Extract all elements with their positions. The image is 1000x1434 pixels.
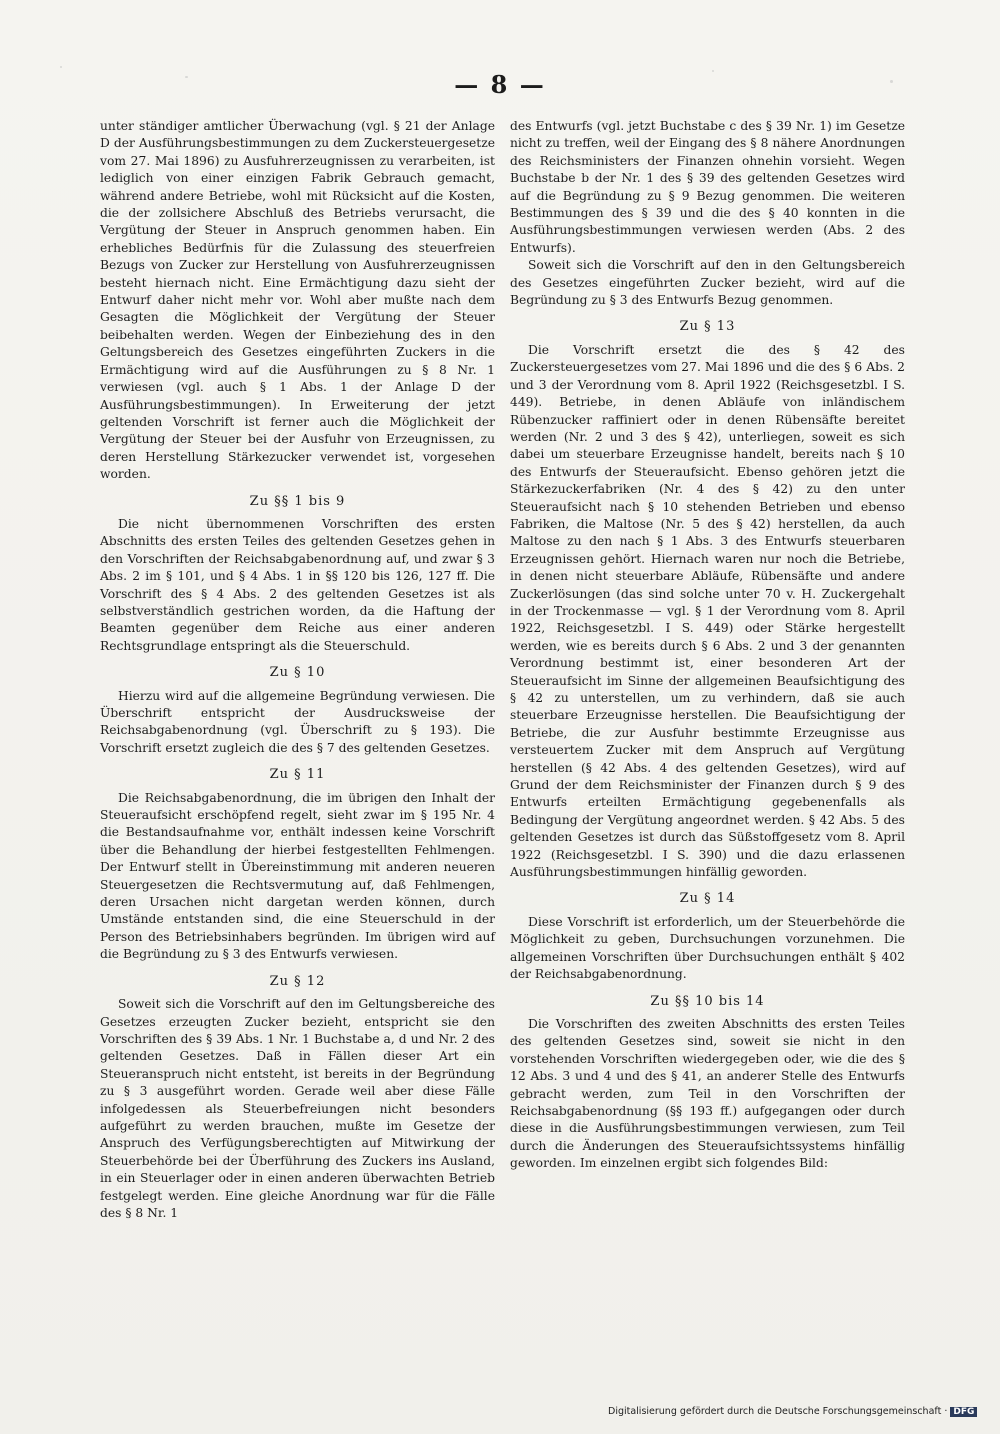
- section-heading-1-9: Zu §§ 1 bis 9: [249, 493, 346, 509]
- paragraph-intro: unter ständiger amtlicher Überwachung (vgl. § 21 der Anlage D der Ausführungsbestimmungen zu dem Zuckersteuergesetze vom 27. Mai 1896) zu Ausfuhrerzeugnissen zu verarbeiten, ist lediglich von einer einzigen Fabrik Gebrauch gemacht, während andere Betriebe, wohl mit Rücksicht auf die Kosten, die der zollsichere Abschluß des Betriebs verursacht, die Vergütung der Steuer in Anspruch genommen haben. Ein erhebliches Bedürfnis für die Zulassung des steuerfreien Bezugs von Zucker zur Herstellung von Ausfuhrerzeugnissen besteht hiernach nicht. Eine Ermächtigung dazu sieht der Entwurf daher nicht mehr vor. Wohl aber mußte nach dem Gesagten die Möglichkeit der Vergütung der Steuer beibehalten werden. Wegen der Einbeziehung des in den Geltungsbereich des Gesetzes eingeführten Zuckers in die Ermächtigung wird auf die Ausführungen zu § 8 Nr. 1 verwiesen (vgl. auch § 1 Abs. 1 der Anlage D der Ausführungsbestimmungen). In Erweiterung der jetzt geltenden Vorschrift ist ferner auch die Möglichkeit der Vergütung der Steuer bei der Ausfuhr von Erzeugnissen, zu deren Herstellung Stärkezucker verwendet ist, vorgesehen worden.: [100, 119, 495, 482]
- footer-text: Digitalisierung gefördert durch die Deutsche Forschungsgemeinschaft ·: [608, 1406, 948, 1417]
- right-column: [510, 118, 905, 1173]
- paragraph-soweit: Soweit sich die Vorschrift auf den in den Geltungsbereich des Gesetzes eingeführten Zucker bezieht, wird auf die Begründung zu § 3 des Entwurfs Bezug genommen.: [510, 258, 905, 308]
- digitization-footer: [608, 1406, 975, 1417]
- page-number: — 8 —: [454, 70, 546, 99]
- paragraph-1-9: Die nicht übernommenen Vorschriften des ersten Abschnitts des ersten Teiles des geltenden Gesetzes gehen in den Vorschriften der Reichsabgabenordnung auf, und zwar § 3 Abs. 2 im § 101, und § 4 Abs. 1 in §§ 120 bis 126, 127 ff. Die Vorschrift des § 4 Abs. 2 des geltenden Gesetzes ist als selbstverständlich gestrichen worden, da die Haftung der Beamten gegenüber dem Reiche aus einer anderen Rechtsgrundlage entspringt als die Steuerschuld.: [100, 516, 495, 653]
- section-heading-14: Zu § 14: [679, 891, 736, 907]
- section-heading-10-14: Zu §§ 10 bis 14: [650, 993, 765, 1009]
- section-heading-11: Zu § 11: [269, 767, 326, 783]
- paragraph-11: Die Reichsabgabenordnung, die im übrigen den Inhalt der Steueraufsicht erschöpfend regelt, sieht zwar im § 195 Nr. 4 die Bestandsaufnahme vor, enthält indessen keine Vorschrift über die Behandlung der hierbei festgestellten Fehlmengen. Der Entwurf stellt in Übereinstimmung mit anderen neueren Steuergesetzen die Rechtsvermutung auf, daß Fehlmengen, deren Ursachen nicht dargetan werden können, durch Umstände entstanden sind, die eine Steuerschuld in der Person des Betriebsinhabers begründen. Im übrigen wird auf die Begründung zu § 3 des Entwurfs verwiesen.: [100, 790, 495, 962]
- paragraph-10: Hierzu wird auf die allgemeine Begründung verwiesen. Die Überschrift entspricht der Ausdrucksweise der Reichsabgabenordnung (vgl. Überschrift zu § 193). Die Vorschrift ersetzt zugleich die des § 7 des geltenden Gesetzes.: [100, 688, 495, 755]
- section-heading-12: Zu § 12: [269, 973, 326, 989]
- paragraph-10-14: Die Vorschriften des zweiten Abschnitts des ersten Teiles des geltenden Gesetzes sind, soweit sie nicht in den vorstehenden Vorschriften wiedergegeben oder, wie die des § 12 Abs. 3 und 4 und des § 41, an anderer Stelle des Entwurfs gebracht werden, zum Teil in den Vorschriften der Reichsabgabenordnung (§§ 193 ff.) aufgegangen oder durch diese in die Ausführungsbestimmungen verwiesen, zum Teil durch die Änderungen des Steueraufsichtssystems hinfällig geworden. Im einzelnen ergibt sich folgendes Bild:: [510, 1016, 905, 1171]
- section-heading-10: Zu § 10: [269, 665, 326, 681]
- section-heading-13: Zu § 13: [679, 319, 736, 335]
- paragraph-12: Soweit sich die Vorschrift auf den im Geltungsbereiche des Gesetzes erzeugten Zucker bezieht, entspricht sie den Vorschriften des § 39 Abs. 1 Nr. 1 Buchstabe a, d und Nr. 2 des geltenden Gesetzes. Daß in Fällen dieser Art ein Steueranspruch nicht entsteht, ist bereits in der Begründung zu § 3 ausgeführt worden. Gerade weil aber diese Fälle infolgedessen als Steuerbefreiungen nicht besonders aufgeführt zu werden brauchen, mußte im Gesetze der Anspruch des Verfügungsberechtigten auf Mitwirkung der Steuerbehörde bei der Überführung des Zuckers ins Ausland, in ein Steuerlager oder in einen anderen überwachten Betrieb festgelegt werden. Eine gleiche Anordnung war für die Fälle des § 8 Nr. 1: [100, 997, 495, 1220]
- dfg-logo: DFG: [950, 1407, 977, 1417]
- scan-speck: [60, 66, 62, 68]
- paragraph-continued: des Entwurfs (vgl. jetzt Buchstabe c des § 39 Nr. 1) im Gesetze nicht zu treffen, weil der Eingang des § 8 nähere Anordnungen des Reichsministers der Finanzen ohnehin vorsieht. Wegen Buchstabe b der Nr. 1 des § 39 des geltenden Gesetzes wird auf die Begründung zu § 9 Bezug genommen. Die weiteren Bestimmungen des § 39 und die des § 40 konnten in die Ausführungsbestimmungen verwiesen werden (Abs. 2 des Entwurfs).: [510, 119, 905, 255]
- left-column: [100, 118, 495, 1222]
- paragraph-13: Die Vorschrift ersetzt die des § 42 des Zuckersteuergesetzes vom 27. Mai 1896 und die des § 6 Abs. 2 und 3 der Verordnung vom 8. April 1922 (Reichsgesetzbl. I S. 449). Betriebe, in denen Abläufe von inländischem Rübenzucker raffiniert oder in denen Rübensäfte bereitet werden (Nr. 2 und 3 des § 42), unterliegen, soweit es sich dabei um steuerbare Erzeugnisse handelt, bereits nach § 10 des Entwurfs der Steueraufsicht. Ebenso gehören jetzt die Stärkezuckerfabriken (Nr. 4 des § 42) zu den unter Steueraufsicht nach § 10 stehenden Betrieben und ebenso Fabriken, die Maltose (Nr. 5 des § 42) herstellen, da auch Maltose zu den nach § 1 Abs. 3 des Entwurfs steuerbaren Erzeugnissen gehört. Hiernach waren nur noch die Betriebe, in denen nicht steuerbare Abläufe, Rübensäfte und andere Zuckerlösungen (das sind solche unter 70 v. H. Zuckergehalt in der Trockenmasse — vgl. § 1 der Verordnung vom 8. April 1922, Reichsgesetzbl. I S. 449) oder Stärke hergestellt werden, wie es bereits durch § 6 Abs. 2 und 3 der genannten Verordnung bestimmt ist, einer besonderen Art der Steueraufsicht im Sinne der allgemeinen Beaufsichtigung des § 42 zu unterstellen, um zu verhindern, daß sie auch steuerbare Erzeugnisse herstellen. Die Beaufsichtigung der Betriebe, die zur Ausfuhr bestimmte Erzeugnisse aus versteuertem Zucker mit dem Anspruch auf Vergütung herstellen (§ 42 Abs. 4 des geltenden Gesetzes), wird auf Grund der dem Reichsminister der Finanzen durch § 9 des Entwurfs erteilten Ermächtigung gegebenenfalls als Bedingung der Vergütung angeordnet werden. § 42 Abs. 5 des geltenden Gesetzes ist durch das Süßstoffgesetz vom 8. April 1922 (Reichsgesetzbl. I S. 390) und die dazu erlassenen Ausführungsbestimmungen hinfällig geworden.: [510, 342, 905, 880]
- paragraph-14: Diese Vorschrift ist erforderlich, um der Steuerbehörde die Möglichkeit zu geben, Durchsuchungen vorzunehmen. Die allgemeinen Vorschriften über Durchsuchungen enthält § 402 der Reichsabgabenordnung.: [510, 914, 905, 982]
